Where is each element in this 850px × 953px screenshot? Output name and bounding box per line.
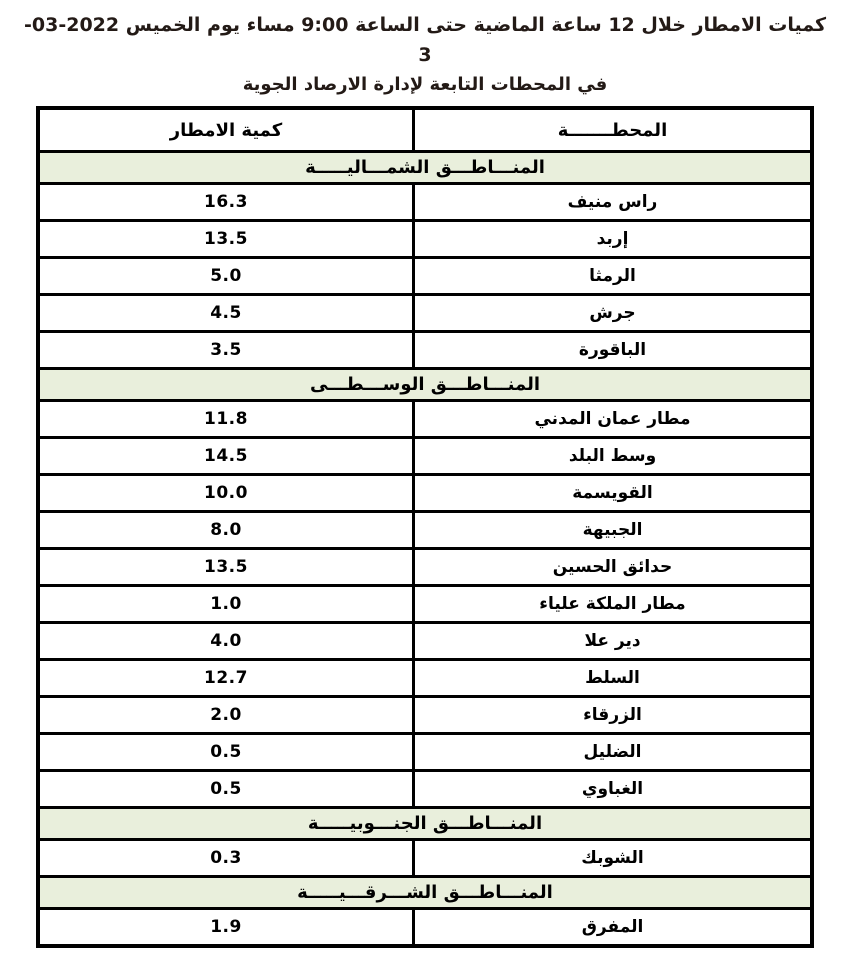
station-row <box>38 438 812 475</box>
rain-amount: 11.8 <box>38 401 414 438</box>
station-name: الجبيهة <box>414 512 813 549</box>
station-row <box>38 660 812 697</box>
rain-amount: 2.0 <box>38 697 414 734</box>
section-title: المنـــاطـــق الشـــرقـــيـــــة <box>38 877 812 909</box>
col-header-amount: كمية الامطار <box>38 108 414 152</box>
rain-amount: 4.5 <box>38 295 414 332</box>
rain-amount: 8.0 <box>38 512 414 549</box>
section-title: المنـــاطـــق الجنـــوبيـــــة <box>38 808 812 840</box>
station-name: الشوبك <box>414 840 813 877</box>
station-name: مطار عمان المدني <box>414 401 813 438</box>
rainfall-table <box>36 106 814 948</box>
station-row <box>38 221 812 258</box>
table-header <box>38 108 812 152</box>
section-title: المنـــاطـــق الشمـــاليـــــة <box>38 152 812 184</box>
col-header-station: المحطـــــــة <box>414 108 813 152</box>
station-name: القويسمة <box>414 475 813 512</box>
station-row <box>38 909 812 947</box>
rain-amount: 3.5 <box>38 332 414 369</box>
station-name: الزرقاء <box>414 697 813 734</box>
section-header-row <box>38 369 812 401</box>
rain-amount: 13.5 <box>38 221 414 258</box>
station-row <box>38 332 812 369</box>
rain-amount: 16.3 <box>38 184 414 221</box>
section-header-row <box>38 877 812 909</box>
section-header-row <box>38 808 812 840</box>
station-name: إربد <box>414 221 813 258</box>
rain-amount: 5.0 <box>38 258 414 295</box>
rain-amount: 10.0 <box>38 475 414 512</box>
station-row <box>38 401 812 438</box>
rain-amount: 1.9 <box>38 909 414 947</box>
station-row <box>38 623 812 660</box>
rain-amount: 1.0 <box>38 586 414 623</box>
report-title <box>20 10 830 100</box>
station-row <box>38 586 812 623</box>
station-row <box>38 840 812 877</box>
station-name: الباقورة <box>414 332 813 369</box>
station-row <box>38 475 812 512</box>
station-name: الضليل <box>414 734 813 771</box>
station-name: راس منيف <box>414 184 813 221</box>
station-name: دير علا <box>414 623 813 660</box>
station-row <box>38 295 812 332</box>
station-name: المفرق <box>414 909 813 947</box>
rain-amount: 4.0 <box>38 623 414 660</box>
table-header-row <box>38 108 812 152</box>
station-row <box>38 549 812 586</box>
rain-amount: 12.7 <box>38 660 414 697</box>
station-name: السلط <box>414 660 813 697</box>
section-title: المنـــاطـــق الوســـطـــى <box>38 369 812 401</box>
station-name: الرمثا <box>414 258 813 295</box>
rain-amount: 0.5 <box>38 734 414 771</box>
report-title-line1: كميات الامطار خلال 12 ساعة الماضية حتى الساعة 9:00 مساء يوم الخميس 2022-03-3 <box>24 14 826 66</box>
station-row <box>38 771 812 808</box>
station-name: جرش <box>414 295 813 332</box>
station-row <box>38 258 812 295</box>
rain-amount: 0.3 <box>38 840 414 877</box>
station-row <box>38 734 812 771</box>
rain-amount: 0.5 <box>38 771 414 808</box>
rain-amount: 14.5 <box>38 438 414 475</box>
station-row <box>38 697 812 734</box>
station-name: وسط البلد <box>414 438 813 475</box>
station-name: حدائق الحسين <box>414 549 813 586</box>
report-title-line2: في المحطات التابعة لإدارة الارصاد الجوية <box>242 74 608 95</box>
section-header-row <box>38 152 812 184</box>
table-body <box>38 152 812 947</box>
station-row <box>38 184 812 221</box>
station-name: مطار الملكة علياء <box>414 586 813 623</box>
rain-amount: 13.5 <box>38 549 414 586</box>
station-row <box>38 512 812 549</box>
station-name: الغباوي <box>414 771 813 808</box>
